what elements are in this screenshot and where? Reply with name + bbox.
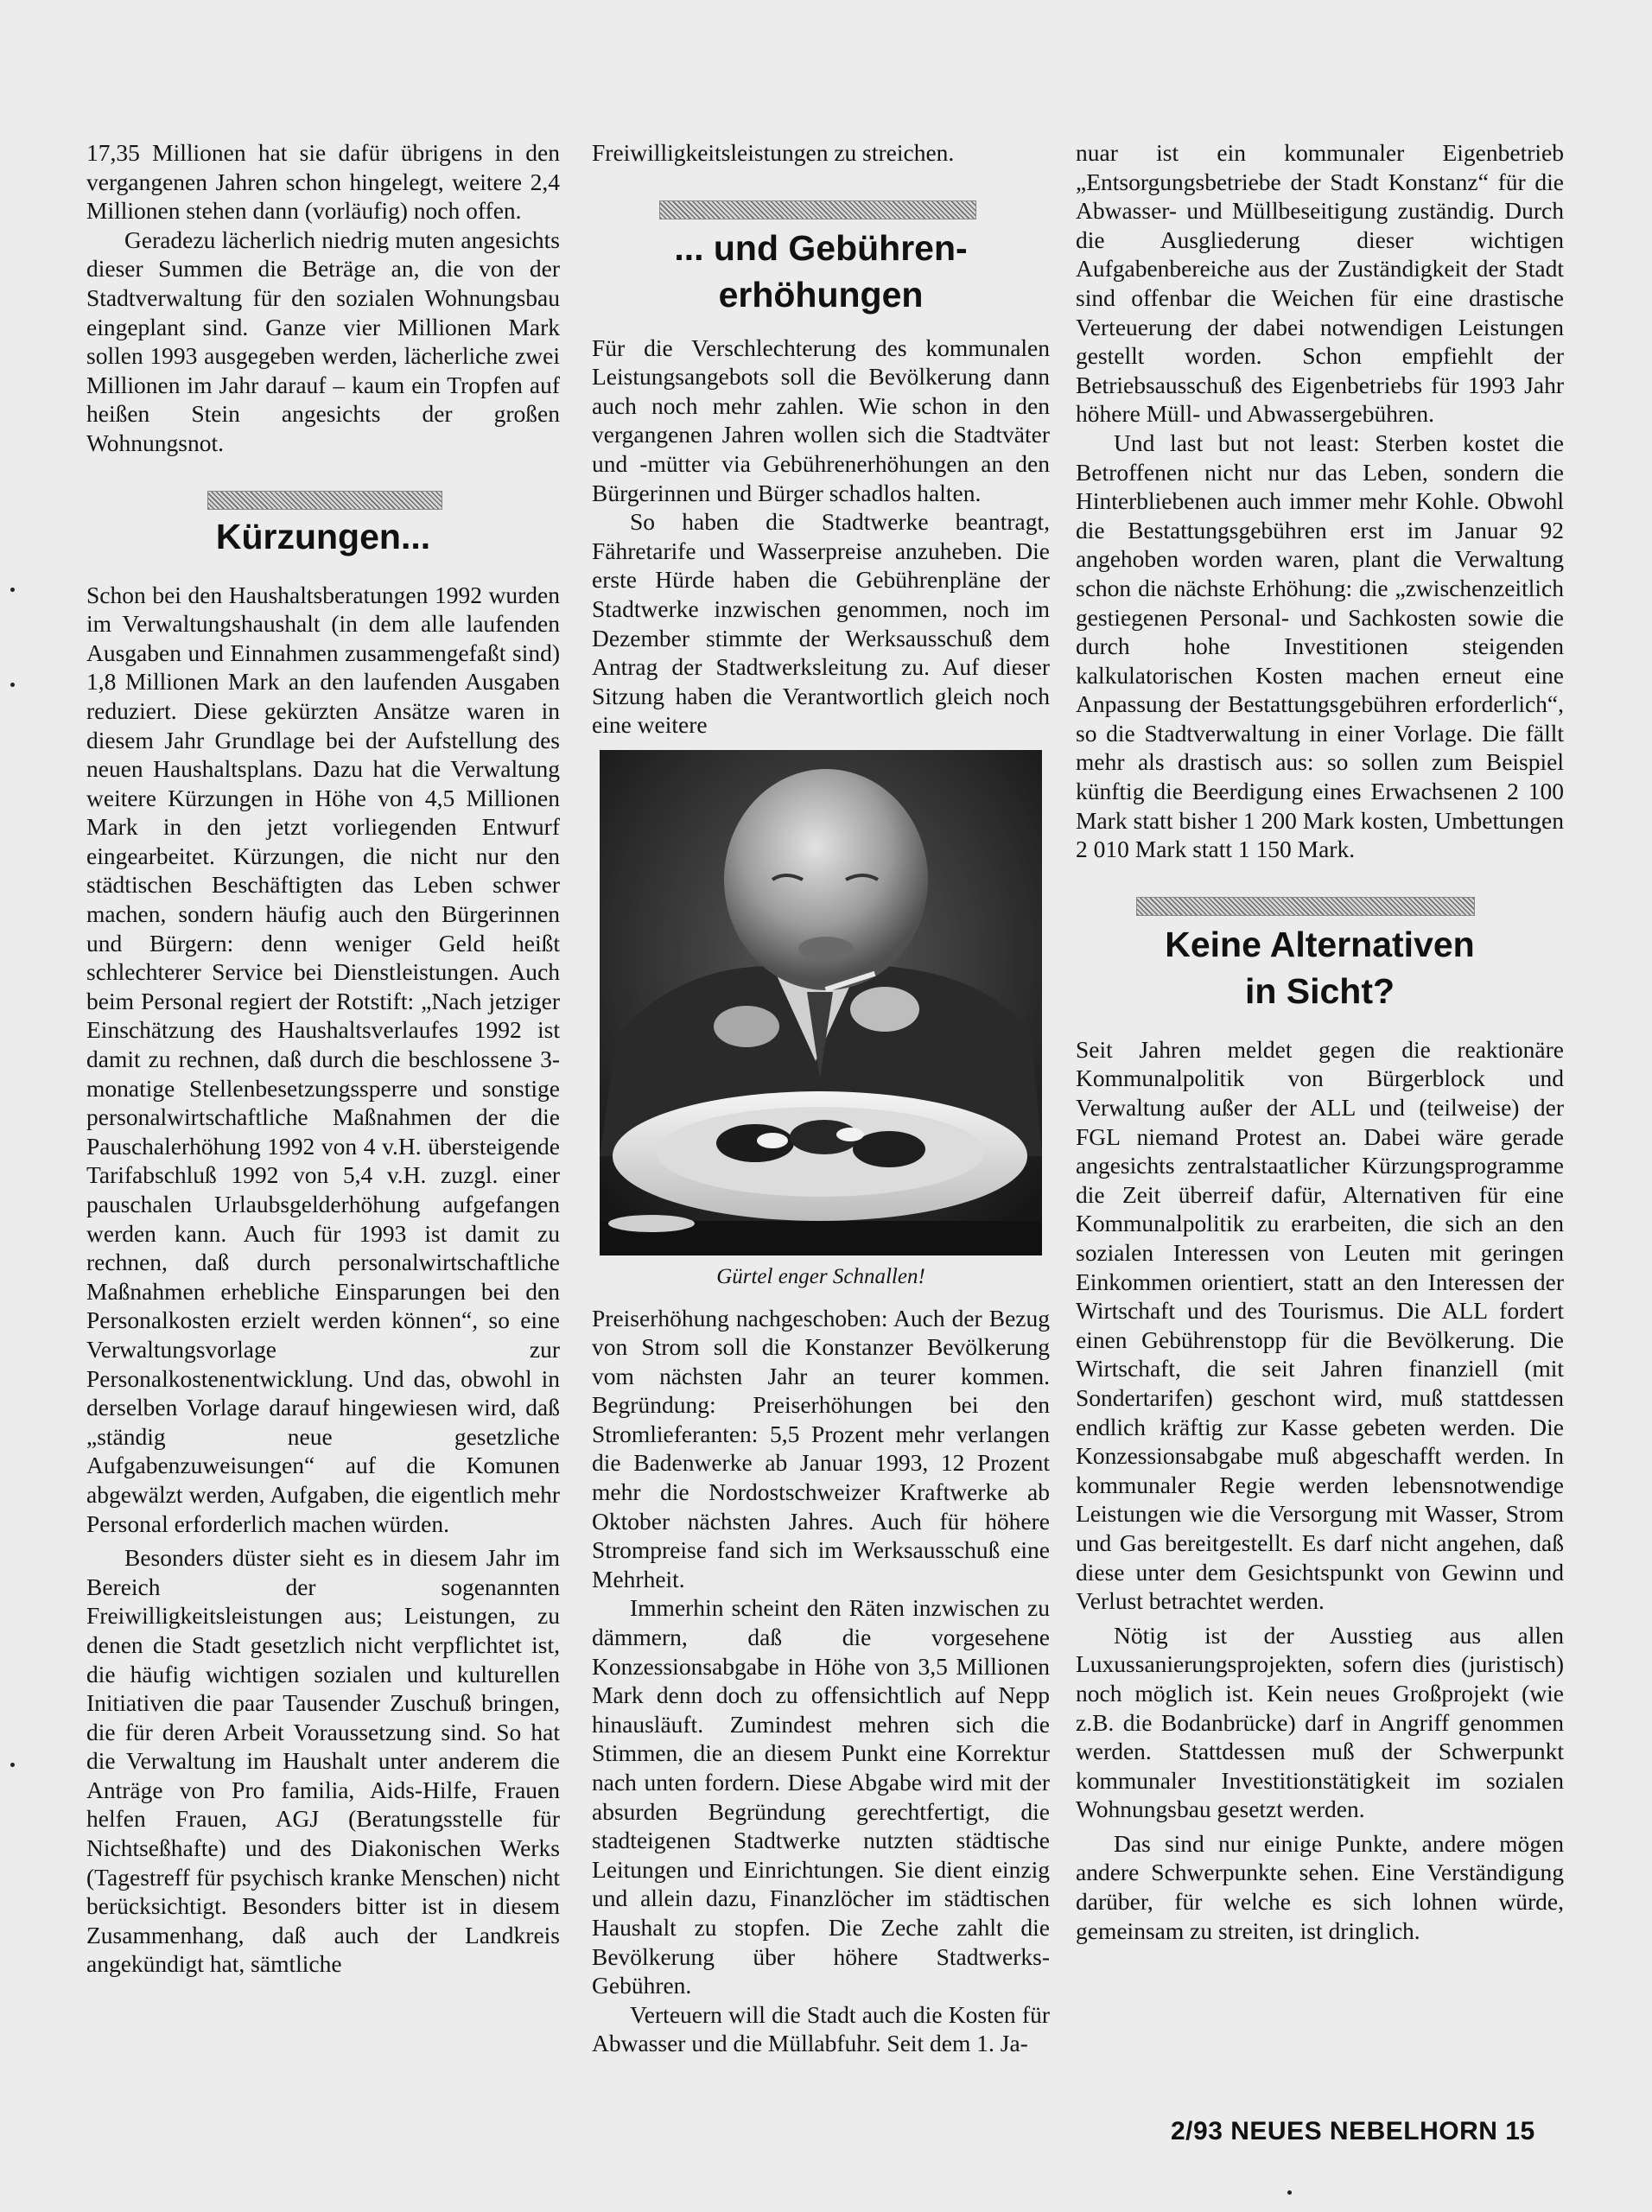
paragraph: Freiwilligkeitsleistungen zu streichen. bbox=[592, 139, 955, 166]
column-2 bbox=[592, 138, 1050, 2058]
section-divider bbox=[1136, 897, 1475, 916]
section-heading-line: Keine Alternativen bbox=[1165, 924, 1475, 964]
section-heading bbox=[1076, 921, 1564, 1014]
section-divider bbox=[659, 200, 976, 219]
paragraph: Nötig ist der Ausstieg aus allen Luxussanierungsprojekten, sofern dies (juristisch) noch möglich ist. Kein neues Großprojekt (wie z.B. die Bodanbrücke) darf in Angriff genommen werden. Stattdessen muß der Schwerpunkt kommunaler Investitionstätigkeit im sozialen Wohnungsbau gesetzt werden. bbox=[1076, 1621, 1564, 1823]
section-heading: ... und Gebühren-erhöhungen bbox=[674, 227, 968, 315]
paragraph: 17,35 Millionen hat sie dafür übrigens in den vergangenen Jahren schon hingelegt, weitere 2,4 Millionen stehen dann (vorläufig) noch offen. bbox=[86, 139, 560, 225]
scan-speck bbox=[10, 683, 15, 687]
photo-caption: Gürtel enger Schnallen! bbox=[716, 1264, 925, 1288]
scan-speck bbox=[10, 1763, 15, 1767]
paragraph: Schon bei den Haushaltsberatungen 1992 wurden im Verwaltungshaushalt (in dem alle laufenden Ausgaben und Einnahmen zusammengefaßt sind) 1,8 Millionen Mark an den laufenden Ausgaben reduziert. Diese gekürzten Ansätze waren in diesem Jahr Grundlage bei der Aufstellung des neuen Haushaltsplans. Dazu hat die Verwaltung weitere Kürzungen in Höhe von 4,5 Millionen Mark in den jetzt vorliegenden Entwurf eingearbeitet. Kürzungen, die nicht nur den städtischen Beschäftigten das Leben schwer machen, sondern häufig auch den Bürgerinnen und Bürgern: denn weniger Geld heißt schlechterer Service bei Dienstleistungen. Auch beim Personal regiert der Rotstift: „Nach jetziger Einschätzung des Haushaltsverlaufes 1992 ist damit zu rechnen, daß durch die beschlossene 3-monatige Stellenbesetzungssperre und sonstige personalwirtschaftliche Maßnahmen der die Pauschalerhöhung 1992 von 4 v.H. übersteigende Tarifabschluß 1992 von 5,4 v.H. zuzgl. einer pauschalen Urlaubsgelderhöhung aufgefangen werden kann. Auch für 1993 ist damit zu rechnen, daß durch personalwirtschaftliche Maßnahmen erhebliche Einsparungen bei den Personalkosten erzielt werden können“, so eine Verwaltungsvorlage zur Personalkostenentwicklung. Und das, obwohl in derselben Vorlage darauf hingewiesen wird, daß „ständig neue gesetzliche Aufgabenzuweisungen“ auf die Komunen abgewälzt werden, Aufgaben, die eigentlich mehr Personal erforderlich machen würden. bbox=[86, 581, 560, 1537]
section-heading: Kürzungen... bbox=[215, 516, 431, 556]
paragraph: Geradezu lächerlich niedrig muten angesichts dieser Summen die Beträge an, die von der Stadtverwaltung für den sozialen Wohnungsbau eingeplant sind. Ganze vier Millionen Mark sollen 1993 ausgegeben werden, lächerliche zwei Millionen im Jahr darauf – kaum ein Tropfen auf heißen Stein angesichts der großen Wohnungsnot. bbox=[86, 226, 560, 456]
scan-speck bbox=[10, 588, 15, 592]
paragraph: So haben die Stadtwerke beantragt, Fähretarife und Wasserpreise anzuheben. Die erste Hürde haben die Gebührenpläne der Stadtwerke inzwischen genommen, noch im Dezember stimmte der Werksausschuß dem Antrag der Stadtwerksleitung zu. Auf dieser Sitzung haben die Verantwortlich gleich noch eine weitere bbox=[592, 508, 1050, 739]
column-3 bbox=[1076, 138, 1564, 1945]
paragraph: Immerhin scheint den Räten inzwischen zu dämmern, daß die vorgesehene Konzessionsabgabe in Höhe von 3,5 Millionen Mark denn doch zu offensichtlich auf Nepp hinausläuft. Zumindest mehren sich die Stimmen, die an diesem Punkt eine Korrektur nach unten fordern. Diese Abgabe wird mit der absurden Begründung gerechtfertigt, die stadteigenen Stadtwerke nutzten städtische Leitungen und Einrichtungen. Sie dient einzig und allein dazu, Finanzlöcher im städtischen Haushalt zu stopfen. Die Zeche zahlt die Bevölkerung über höhere Stadtwerks-Gebühren. bbox=[592, 1594, 1050, 1999]
page-footer: 2/93 NEUES NEBELHORN 15 bbox=[1171, 2117, 1535, 2145]
paragraph: Das sind nur einige Punkte, andere mögen andere Schwerpunkte sehen. Eine Verständigung darüber, für welche es sich lohnen würde, gemeinsam zu streiten, ist dringlich. bbox=[1076, 1829, 1564, 1944]
scan-speck bbox=[1287, 2190, 1292, 2195]
paragraph: Verteuern will die Stadt auch die Kosten für Abwasser und die Müllabfuhr. Seit dem 1. Ja- bbox=[592, 2000, 1050, 2057]
paragraph: Und last but not least: Sterben kostet die Betroffenen nicht nur das Leben, sondern die Hinterbliebenen auch immer mehr Kohle. Obwohl die Bestattungsgebühren erst im Januar 92 angehoben worden waren, plant die Verwaltung schon die nächste Erhöhung: die „zwischenzeitlich gestiegenen Personal- und Sachkosten sowie die durch hohe Investitionen steigenden kalkulatorischen Kosten machen erneut eine Anpassung der Bestattungsgebühren erforderlich“, so die Stadtverwaltung in einer Vorlage. Die fällt mehr als drastisch aus: so sollen zum Beispiel künftig die Beerdigung eines Erwachsenen 2 100 Mark statt bisher 1 200 Mark kosten, Umbettungen 2 010 Mark statt 1 150 Mark. bbox=[1076, 429, 1564, 863]
paragraph: Für die Verschlechterung des kommunalen Leistungsangebots soll die Bevölkerung dann auch noch mehr zahlen. Wie schon in den vergangenen Jahren wollen sich die Stadtväter und -mütter via Gebührenerhöhungen an den Bürgerinnen und Bürger schadlos halten. bbox=[592, 334, 1050, 506]
column-1 bbox=[86, 138, 560, 1979]
paragraph: Seit Jahren meldet gegen die reaktionäre Kommunalpolitik von Bürgerblock und Verwaltung außer der ALL und (teilweise) der FGL niemand Protest an. Dabei wäre gerade angesichts zentralstaatlicher Kürzungsprogramme die Zeit überreif dafür, Alternativen für eine Kommunalpolitik zu erarbeiten, die sich an den sozialen Interessen von Leuten mit geringen Einkommen orientiert, statt an den Interessen der Wirtschaft und des Tourismus. Die ALL fordert einen Gebührenstopp für die Bevölkerung. Die Wirtschaft, die seit Jahren finanziell (mit Sondertarifen) geschont wird, muß stattdessen endlich kräftig zur Kasse gebeten werden. Die Konzessionsabgabe muß abgeschafft werden. In kommunaler Regie werden lebensnotwendige Leistungen wie die Versorgung mit Wasser, Strom und Gas bereitgestellt. Es darf nicht angehen, daß diese unter dem Gesichtspunkt von Gewinn und Verlust betrachtet werden. bbox=[1076, 1035, 1564, 1615]
paragraph: Preiserhöhung nachgeschoben: Auch der Bezug von Strom soll die Konstanzer Bevölkerung vom nächsten Jahr an teurer kommen. Begründung: Preiserhöhungen bei den Stromlieferanten: 5,5 Prozent mehr verlangen die Badenwerke ab Januar 1993, 12 Prozent mehr die Nordostschweizer Kraftwerke ab Oktober nächsten Jahres. Auch für höhere Strompreise fand sich im Werksausschuß eine Mehrheit. bbox=[592, 1304, 1050, 1592]
paragraph: nuar ist ein kommunaler Eigenbetrieb „Entsorgungsbetriebe der Stadt Konstanz“ für die Abwasser- und Müllbeseitigung zuständig. Durch die Ausgliederung dieser wichtigen Aufgabenbereiche aus der Zuständigkeit der Stadt sind offenbar die Weichen für eine drastische Verteuerung der dabei notwendigen Leistungen gestellt worden. Schon empfiehlt der Betriebsausschuß des Eigenbetriebs für 1993 Jahr höhere Müll- und Abwassergebühren. bbox=[1076, 139, 1564, 428]
news-photo bbox=[600, 750, 1042, 1255]
section-divider bbox=[207, 491, 442, 510]
paragraph: Besonders düster sieht es in diesem Jahr im Bereich der sogenannten Freiwilligkeitsleistungen aus; Leistungen, zu denen die Stadt gesetzlich nicht verpflichtet ist, die häufig wichtigen sozialen und kulturellen Initiativen die paar Tausender Zuschuß bringen, die für deren Arbeit Voraussetzung sind. So hat die Verwaltung im Haushalt unter anderem die Anträge von Pro familia, Aids-Hilfe, Frauen helfen Frauen, AGJ (Beratungsstelle für Nichtseßhafte) und des Diakonischen Werks (Tagestreff für psychisch kranke Menschen) nicht berücksichtigt. Besonders bitter ist in diesem Zusammenhang, daß auch der Landkreis angekündigt hat, sämtliche bbox=[86, 1544, 560, 1978]
section-heading-line: in Sicht? bbox=[1244, 970, 1395, 1011]
